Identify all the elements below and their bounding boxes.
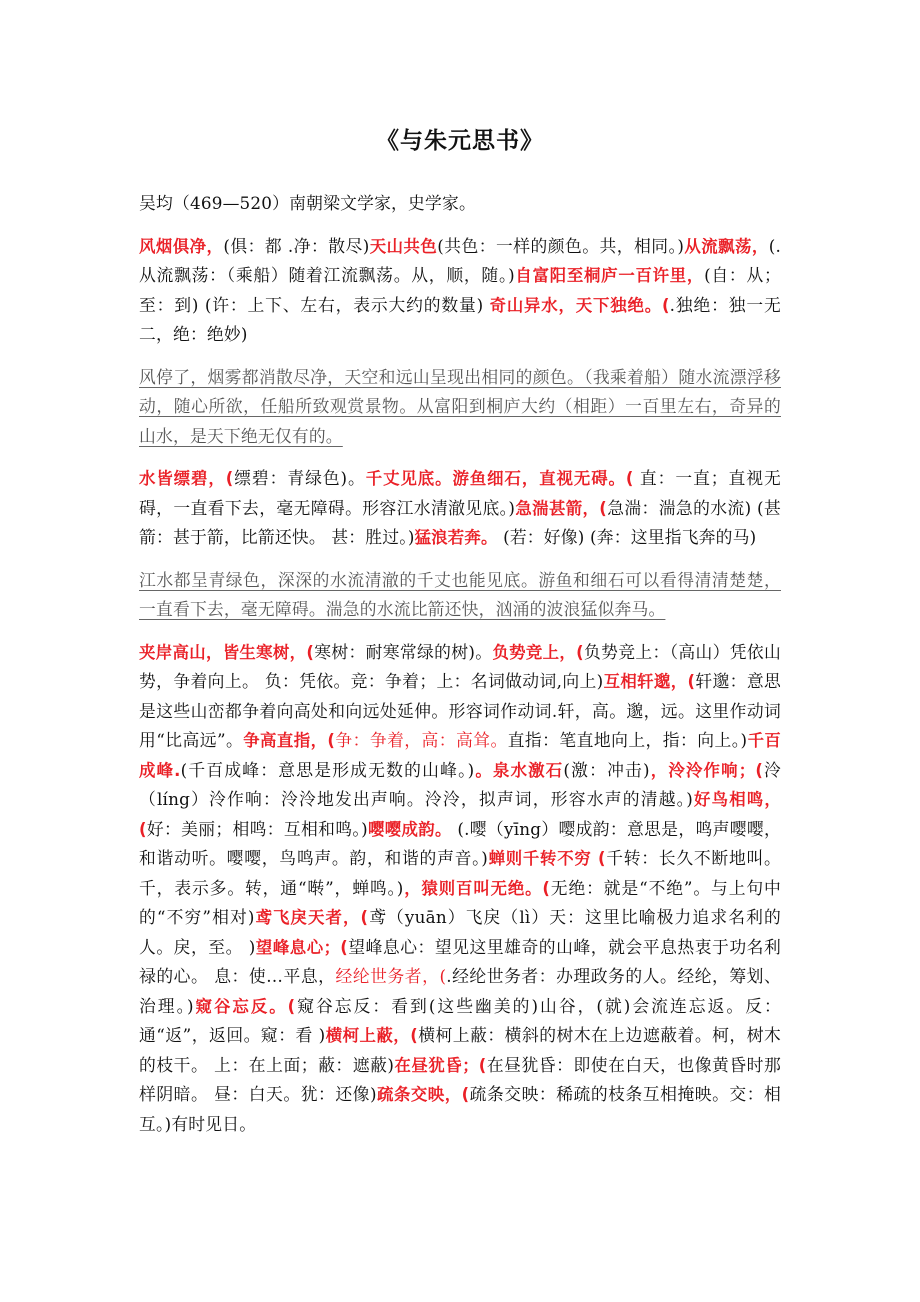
- annotation-note: .独绝：独一无二，绝：绝妙): [139, 294, 781, 344]
- key-phrase: 从流飘荡，: [684, 236, 769, 256]
- annotation-note: (千百成峰：意思是形成无数的山峰。): [180, 759, 475, 780]
- annotation-note: 直指：笔直地向上，指：向上。): [507, 730, 748, 750]
- key-phrase: 窥谷忘反。(: [193, 996, 296, 1016]
- annotation-note: 轩邈：意思是这些山峦都争着向高处和向远处延伸。形容词作动词.轩，高。邈，远。这里作动词用“比高远”。: [139, 671, 781, 750]
- notes-paragraph-3: [139, 638, 781, 1140]
- key-phrase: 水皆缥碧，(: [139, 469, 234, 488]
- annotation-note: 急湍：湍急的水流) (甚箭：甚于箭，比箭还快。 甚：胜过。): [139, 497, 781, 547]
- annotation-note: 缥碧：青绿色)。: [233, 468, 366, 488]
- key-phrase: 好鸟相鸣，(: [139, 790, 781, 839]
- annotation-note: 泠（líng）泠作响：泠泠地发出声响。泠泠，拟声词，形容水声的清越。): [139, 759, 781, 809]
- author-intro: 吴均（469—520）南朝梁文学家，史学家。: [139, 193, 476, 213]
- annotation-note: 望峰息心：望见这里雄奇的山峰，就会平息热衷于功名利禄的心。 息：使…平息，: [139, 936, 781, 986]
- annotation-note: 无绝：就是“不绝”。与上句中的“不穷”相对): [139, 877, 781, 927]
- key-phrase: 。泉水激石: [474, 760, 564, 780]
- annotation-note: 在昼犹昏：即使在白天，也像黄昏时那样阴暗。 昼：白天。犹：还像): [139, 1054, 781, 1104]
- key-phrase: 奇山异水，天下独绝。(: [489, 295, 670, 315]
- key-phrase: 望峰息心；(: [255, 937, 348, 957]
- annotation-note: (.从流飘荡：（乘船）随着江流飘荡。从，顺，随。): [139, 235, 782, 285]
- annotation-note: 窥谷忘反：看到(这些幽美的)山谷，(就)会流连忘返。反：通“返”，返回。窥：看 ): [139, 995, 781, 1045]
- annotation-note: 横柯上蔽：横斜的树木在上边遮蔽着。柯，树木的枝干。 上：在上面；蔽：遮蔽): [139, 1025, 781, 1075]
- key-phrase: 蝉则千转不穷 (: [488, 849, 606, 868]
- key-phrase: 夹岸高山，皆生寒树，(: [139, 642, 315, 662]
- annotation-note: 千转：长久不断地叫。千，表示多。转，通“啭”，蝉鸣。): [139, 848, 781, 898]
- annotation-note: 鸢（yuān）飞戾（lì）天：这里比喻极力追求名利的人。戾，至。 ): [139, 907, 781, 957]
- annotation-note: 直：一直；直视无碍，一直看下去，毫无障碍。形容江水清澈见底。): [139, 468, 781, 518]
- document-title: 《与朱元思书》: [376, 128, 544, 154]
- key-phrase: 横柯上蔽，(: [325, 1026, 418, 1045]
- document-body: [139, 189, 781, 1139]
- key-phrase: 疏条交映，(: [376, 1085, 470, 1104]
- annotation-note: (.嘤（yīng）嘤成韵：意思是，鸣声嘤嘤，和谐动听。嘤嘤，鸟鸣声。韵，和谐的声音。): [139, 818, 782, 868]
- highlighted-note: 争：争着，高：高耸。: [335, 730, 508, 750]
- key-phrase: ，泠泠作响；(: [649, 760, 764, 780]
- annotation-note: (共色：一样的颜色。共，相同。): [437, 235, 685, 256]
- annotation-note: .经纶世务者：办理政务的人。经纶，筹划、治理。): [139, 966, 781, 1016]
- notes-paragraph-1: [139, 232, 781, 350]
- key-phrase: ，猿则百叫无绝。(: [403, 878, 551, 898]
- annotation-note: (激：冲击): [563, 759, 650, 780]
- key-phrase: 在昼犹昏；(: [394, 1055, 487, 1075]
- key-phrase: 争高直指，(: [243, 731, 336, 750]
- key-phrase: 天山共色: [369, 236, 438, 256]
- annotation-note: (自：从；至：到) (许：上下、左右，表示大约的数量): [139, 265, 781, 315]
- annotation-note: 好：美丽；相鸣：互相和鸣。): [146, 818, 368, 839]
- translation-paragraph-1: 风停了，烟雾都消散尽净，天空和远山呈现出相同的颜色。（我乘着船）随水流漂浮移动，随心所欲，任船所致观赏景物。从富阳到桐庐大约（相距）一百里左右，奇异的山水，是天下绝无仅有的。: [139, 366, 781, 446]
- annotation-note: 寒树：耐寒常绿的树)。: [314, 641, 493, 662]
- notes-paragraph-2: [139, 464, 781, 553]
- translation-paragraph-2: 江水都呈青绿色，深深的水流清澈的千丈也能见底。游鱼和细石可以看得清清楚楚，一直看下去，毫无障碍。湍急的水流比箭还快，汹涌的波浪猛似奔马。: [139, 569, 781, 619]
- annotation-note: 疏条交映：稀疏的枝条互相掩映。交：相互。)有时见日。: [139, 1084, 781, 1134]
- key-phrase: 猛浪若奔。: [414, 528, 498, 547]
- key-phrase: 风烟俱净，: [139, 236, 224, 256]
- key-phrase: 嘤嘤成韵。: [367, 819, 452, 839]
- annotation-note: (俱：都 .净：散尽): [223, 235, 370, 256]
- annotation-note: 负势竞上：（高山）凭依山势，争着向上。 负：凭依。竞：争着；上：名词做动词,向上): [139, 641, 781, 691]
- key-phrase: 千丈见底。游鱼细石，直视无碍。(: [365, 469, 634, 488]
- key-phrase: 鸢飞戾天者，(: [254, 908, 369, 927]
- key-phrase: 千百成峰.: [139, 731, 781, 780]
- highlighted-note: 经纶世务者，(: [335, 966, 447, 986]
- key-phrase: 互相轩邈，(: [603, 672, 696, 691]
- annotation-note: (若：好像) (奔：这里指飞奔的马): [497, 527, 757, 547]
- key-phrase: 急湍甚箭，(: [515, 498, 607, 518]
- key-phrase: 自富阳至桐庐一百许里，: [514, 266, 705, 285]
- key-phrase: 负势竞上，(: [492, 642, 584, 662]
